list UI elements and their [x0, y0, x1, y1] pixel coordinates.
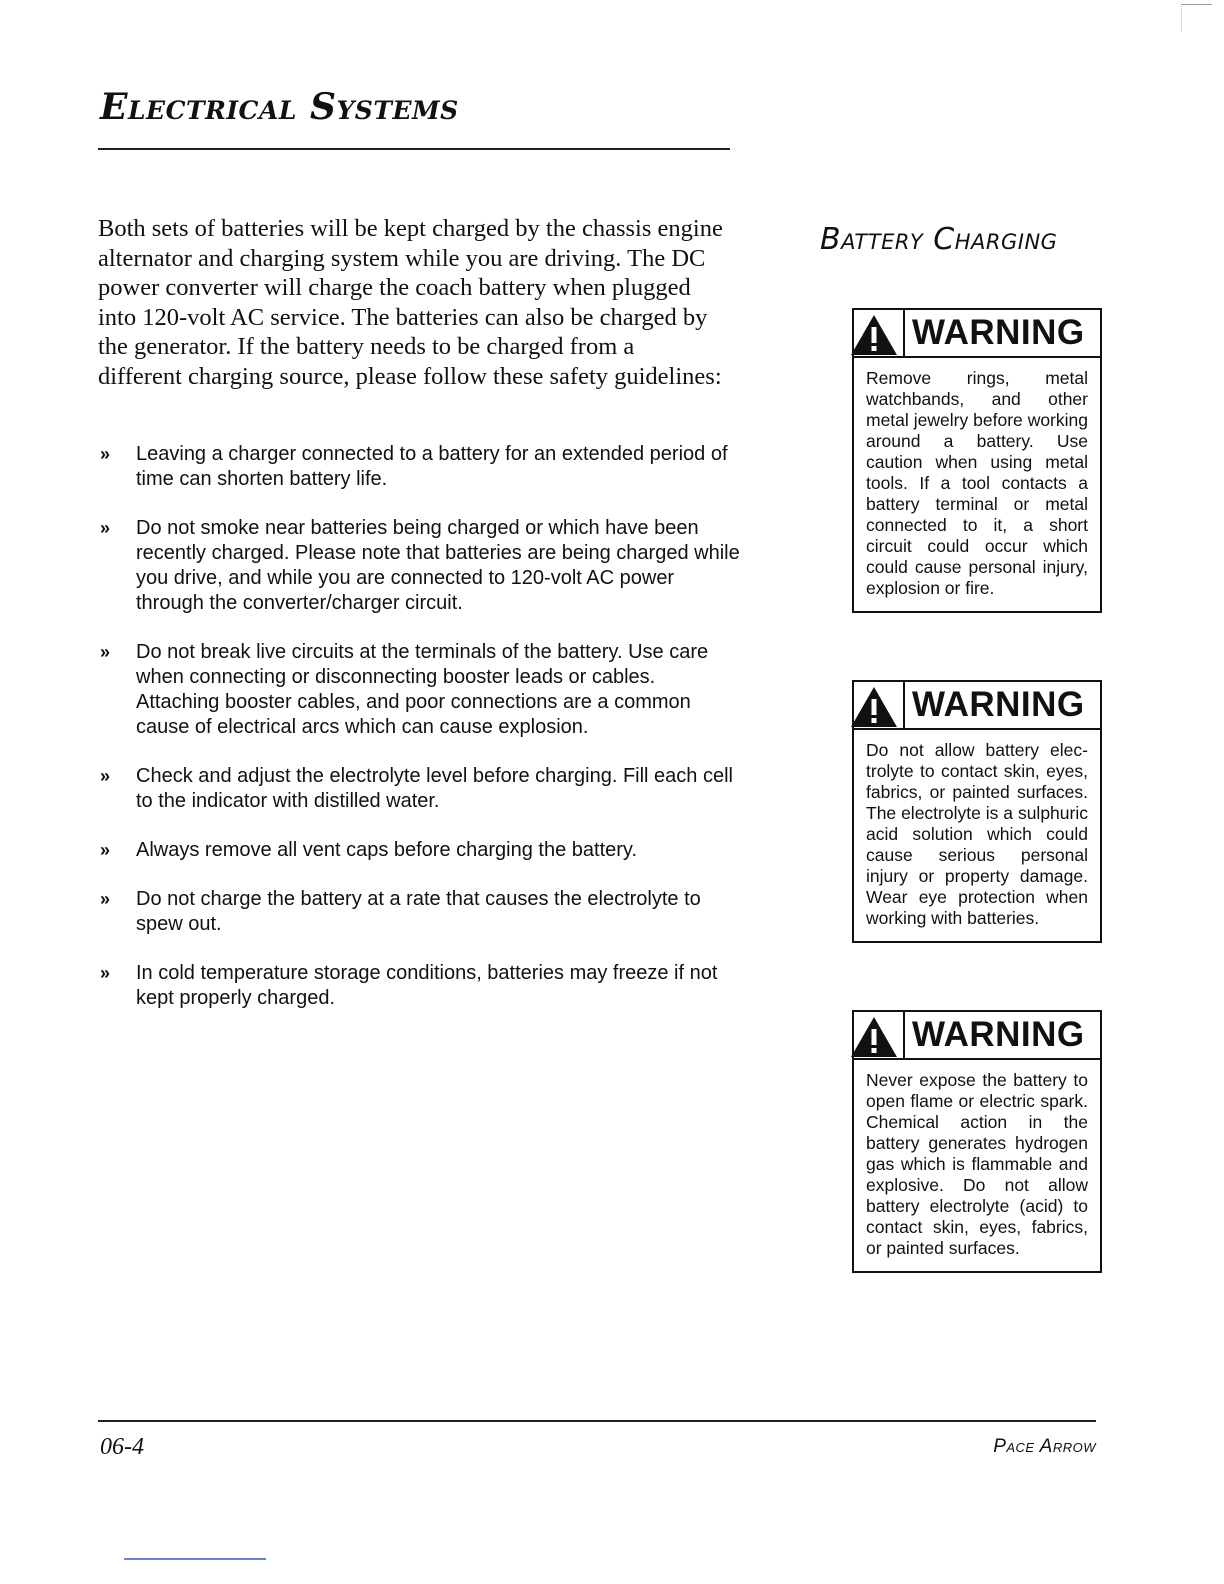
warning-triangle-icon — [850, 686, 898, 728]
list-item — [100, 516, 740, 616]
list-item — [100, 640, 740, 740]
warning-box — [852, 308, 1102, 613]
warning-divider — [903, 1012, 905, 1058]
double-chevron-icon: » — [100, 444, 108, 464]
list-item — [100, 961, 740, 1011]
double-chevron-icon: » — [100, 963, 108, 983]
header-divider — [98, 148, 730, 150]
double-chevron-icon: » — [100, 518, 108, 538]
guideline-text: Always remove all vent caps before charging the battery. — [136, 839, 637, 861]
warning-divider — [903, 310, 905, 356]
intro-paragraph: Both sets of batteries will be kept charged by the chassis engine alternator and charging system while you are driving. The DC power converter will charge the coach battery when plugged into 120-volt AC service. The batteries can also be charged by the generator. If the battery needs to be charged from a different charging source, please follow these safety guidelines: — [98, 215, 723, 390]
guideline-text: Do not break live circuits at the terminals of the battery. Use care when connecting or disconnecting booster leads or cables. Attaching booster cables, and poor connections are a common cause of electrical arcs which can cause explosion. — [136, 641, 709, 738]
warning-label: WARNING — [912, 313, 1085, 352]
warning-header — [854, 682, 1100, 730]
warning-box — [852, 1010, 1102, 1273]
guideline-text: Do not charge the battery at a rate that causes the electrolyte to spew out. — [136, 888, 701, 935]
warning-label: WARNING — [912, 1015, 1085, 1054]
warning-text: Never expose the battery to open flame or electric spark. Chemical action in the battery generates hydrogen gas which is flammable and explosive. Do not allow battery electrolyte (acid) to contact skin, eyes, fabrics, or painted surfaces. — [866, 1070, 1088, 1258]
footer-brand: Pace Arrow — [993, 1436, 1096, 1457]
section-title: Battery Charging — [820, 222, 1058, 257]
scan-artifact — [1181, 4, 1212, 31]
warning-triangle-icon — [850, 314, 898, 356]
list-item — [100, 764, 740, 814]
list-item — [100, 442, 740, 492]
footer-divider — [98, 1420, 1096, 1422]
double-chevron-icon: » — [100, 889, 108, 909]
warning-text: Do not allow battery electrolyte to contact skin, eyes, fabrics, or painted surfaces. The electrolyte is a sulphuric acid solution which could cause serious personal injury or property damage. Wear eye protection when working with batteries. — [866, 740, 1088, 928]
guideline-text: Leaving a charger connected to a battery for an extended period of time can shorten battery life. — [136, 443, 728, 490]
warning-text: Remove rings, metal watchbands, and other metal jewelry before working around a battery. Use caution when using metal tools. If a tool contacts a battery terminal or metal connected to it, a short circuit could occur which could cause personal injury, explosion or fire. — [866, 368, 1088, 598]
scan-artifact — [124, 1558, 266, 1560]
double-chevron-icon: » — [100, 642, 108, 662]
warning-label: WARNING — [912, 685, 1085, 724]
page-number: 06-4 — [100, 1434, 144, 1460]
double-chevron-icon: » — [100, 766, 108, 786]
warning-divider — [903, 682, 905, 728]
list-item — [100, 887, 740, 937]
guideline-text: In cold temperature storage conditions, batteries may freeze if not kept properly charged. — [136, 962, 718, 1009]
warning-header — [854, 310, 1100, 358]
warning-triangle-icon — [850, 1016, 898, 1058]
list-item — [100, 838, 740, 863]
warning-box — [852, 680, 1102, 943]
guideline-text: Do not smoke near batteries being charged or which have been recently charged. Please note that batteries are being charged while you drive, and while you are connected to 120-volt AC power through the converter/charger circuit. — [136, 517, 740, 614]
double-chevron-icon: » — [100, 840, 108, 860]
warning-header — [854, 1012, 1100, 1060]
guideline-text: Check and adjust the electrolyte level before charging. Fill each cell to the indicator with distilled water. — [136, 765, 733, 812]
safety-guidelines-list — [100, 442, 740, 1011]
page-header-title: Electrical Systems — [100, 86, 459, 128]
